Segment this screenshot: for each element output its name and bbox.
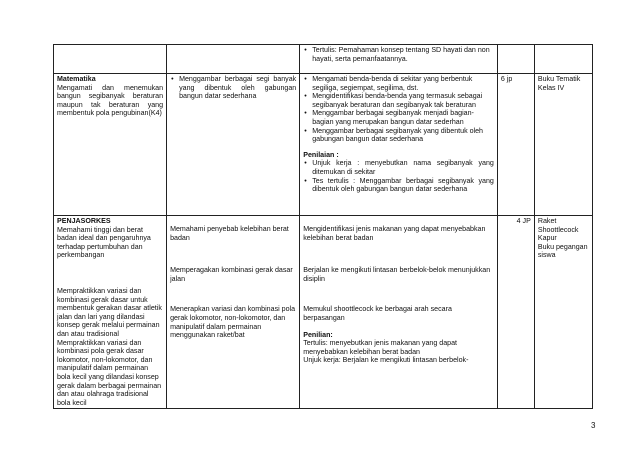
- list-item: • Mengidentifikasi benda-benda yang termasuk sebagai segibanyak beraturan dan segibanyak tak beraturan: [303, 92, 494, 109]
- activity-text: Mengidentifikasi jenis makanan yang dapat menyebabkan kelebihan berat badan: [303, 225, 486, 242]
- list-item: • Tes tertulis : Menggambar berbagai segibanyak yang dibentuk oleh gabungan bangun datar sederhana: [303, 177, 494, 194]
- competency-text: Mempraktikkan variasi dan kombinasi pola gerak dasar lokomotor, non-lokomotor, dan manipulatif dalam permainan bola kecil yang dilandasi konsep gerak dalam berbagai permainan dan atau olahraga tradisional bola kecil: [57, 338, 162, 407]
- cell-empty: [54, 45, 167, 74]
- cell-competency: [54, 216, 167, 409]
- cell-indicators: [167, 216, 300, 409]
- learning-source: Buku Tematik Kelas IV: [537, 75, 581, 92]
- assessment-title: Penilian:: [303, 330, 333, 339]
- source-item: Shoottlecock: [537, 225, 579, 234]
- competency-text: Memahami tinggi dan berat badan ideal dan pengaruhnya terhadap pertumbuhan dan perkembangan: [57, 225, 151, 260]
- indicator-text: Memahami penyebab kelebihan berat badan: [170, 225, 289, 242]
- subject-title: PENJASORKES: [57, 217, 111, 225]
- activity-text: Memukul shoottlecock ke berbagai arah secara berpasangan: [303, 305, 452, 322]
- cell-top-assessment: [300, 45, 498, 74]
- assessment-text: Tertulis: menyebutkan jenis makanan yang dapat menyebabkan kelebihan berat badan: [303, 339, 458, 356]
- time-allocation: 4 JP: [516, 217, 531, 225]
- assessment-text: Unjuk kerja: Berjalan ke mengikuti lintasan berbelok-: [303, 356, 469, 365]
- subject-title: Matematika: [57, 75, 96, 83]
- cell-time: [497, 216, 534, 409]
- lesson-plan-table: [53, 44, 593, 409]
- list-item: • Menggambar berbagai segi banyak yang dibentuk oleh gabungan bangun datar sederhana: [170, 75, 296, 101]
- activity-text: Berjalan ke mengikuti lintasan berbelok-belok menunjukkan disiplin: [303, 266, 491, 283]
- assessment-title: Penilaian :: [303, 150, 339, 159]
- table-row: [54, 45, 593, 74]
- list-item: • Menggambar berbagai segibanyak yang dibentuk oleh gabungan bangun datar sederhana: [303, 127, 494, 144]
- table-row-matematika: [54, 74, 593, 216]
- list-item: • Tertulis: Pemahaman konsep tentang SD hayati dan non hayati, serta pemanfaatannya.: [303, 46, 494, 63]
- source-item: Raket: [537, 217, 557, 225]
- source-item: Buku pegangan siswa: [537, 242, 588, 260]
- competency-text: Mengamati dan menemukan bangun segibanyak beraturan maupun tak beraturan yang membentuk pola pengubinan(K4): [57, 83, 164, 118]
- table-row-penjasorkes: [54, 216, 593, 409]
- cell-empty: [167, 45, 300, 74]
- time-allocation: 6 jp: [500, 75, 513, 83]
- page-number: 3: [591, 421, 596, 430]
- indicator-text: Memperagakan kombinasi gerak dasar jalan: [170, 266, 293, 283]
- cell-empty: [497, 45, 534, 74]
- cell-indicators: [167, 74, 300, 216]
- list-item: • Unjuk kerja : menyebutkan nama segibanyak yang ditemukan di sekitar: [303, 159, 494, 176]
- cell-time: [497, 74, 534, 216]
- source-item: Kapur: [537, 234, 557, 243]
- cell-activities: [300, 216, 498, 409]
- list-item: • Mengamati benda-benda di sekitar yang berbentuk segiliga, segiempat, segilima, dst.: [303, 75, 494, 92]
- cell-source: [534, 74, 592, 216]
- competency-text: Mempraktikkan variasi dan kombinasi gerak dasar untuk membentuk gerakan dasar atletik jalan dan lari yang dilandasi konsep gerak melalui permainan dan atau tradisional: [57, 286, 162, 338]
- indicator-text: Menerapkan variasi dan kombinasi pola gerak lokomotor, non-lokomotor, dan manipulatif dalam permainan menggunakan raket/bat: [170, 305, 296, 340]
- cell-empty: [534, 45, 592, 74]
- cell-source: [534, 216, 592, 409]
- list-item: • Menggambar berbagai segibanyak menjadi bagian-bagian yang merupakan bangun datar sederhan: [303, 109, 494, 126]
- cell-activities: [300, 74, 498, 216]
- cell-competency: [54, 74, 167, 216]
